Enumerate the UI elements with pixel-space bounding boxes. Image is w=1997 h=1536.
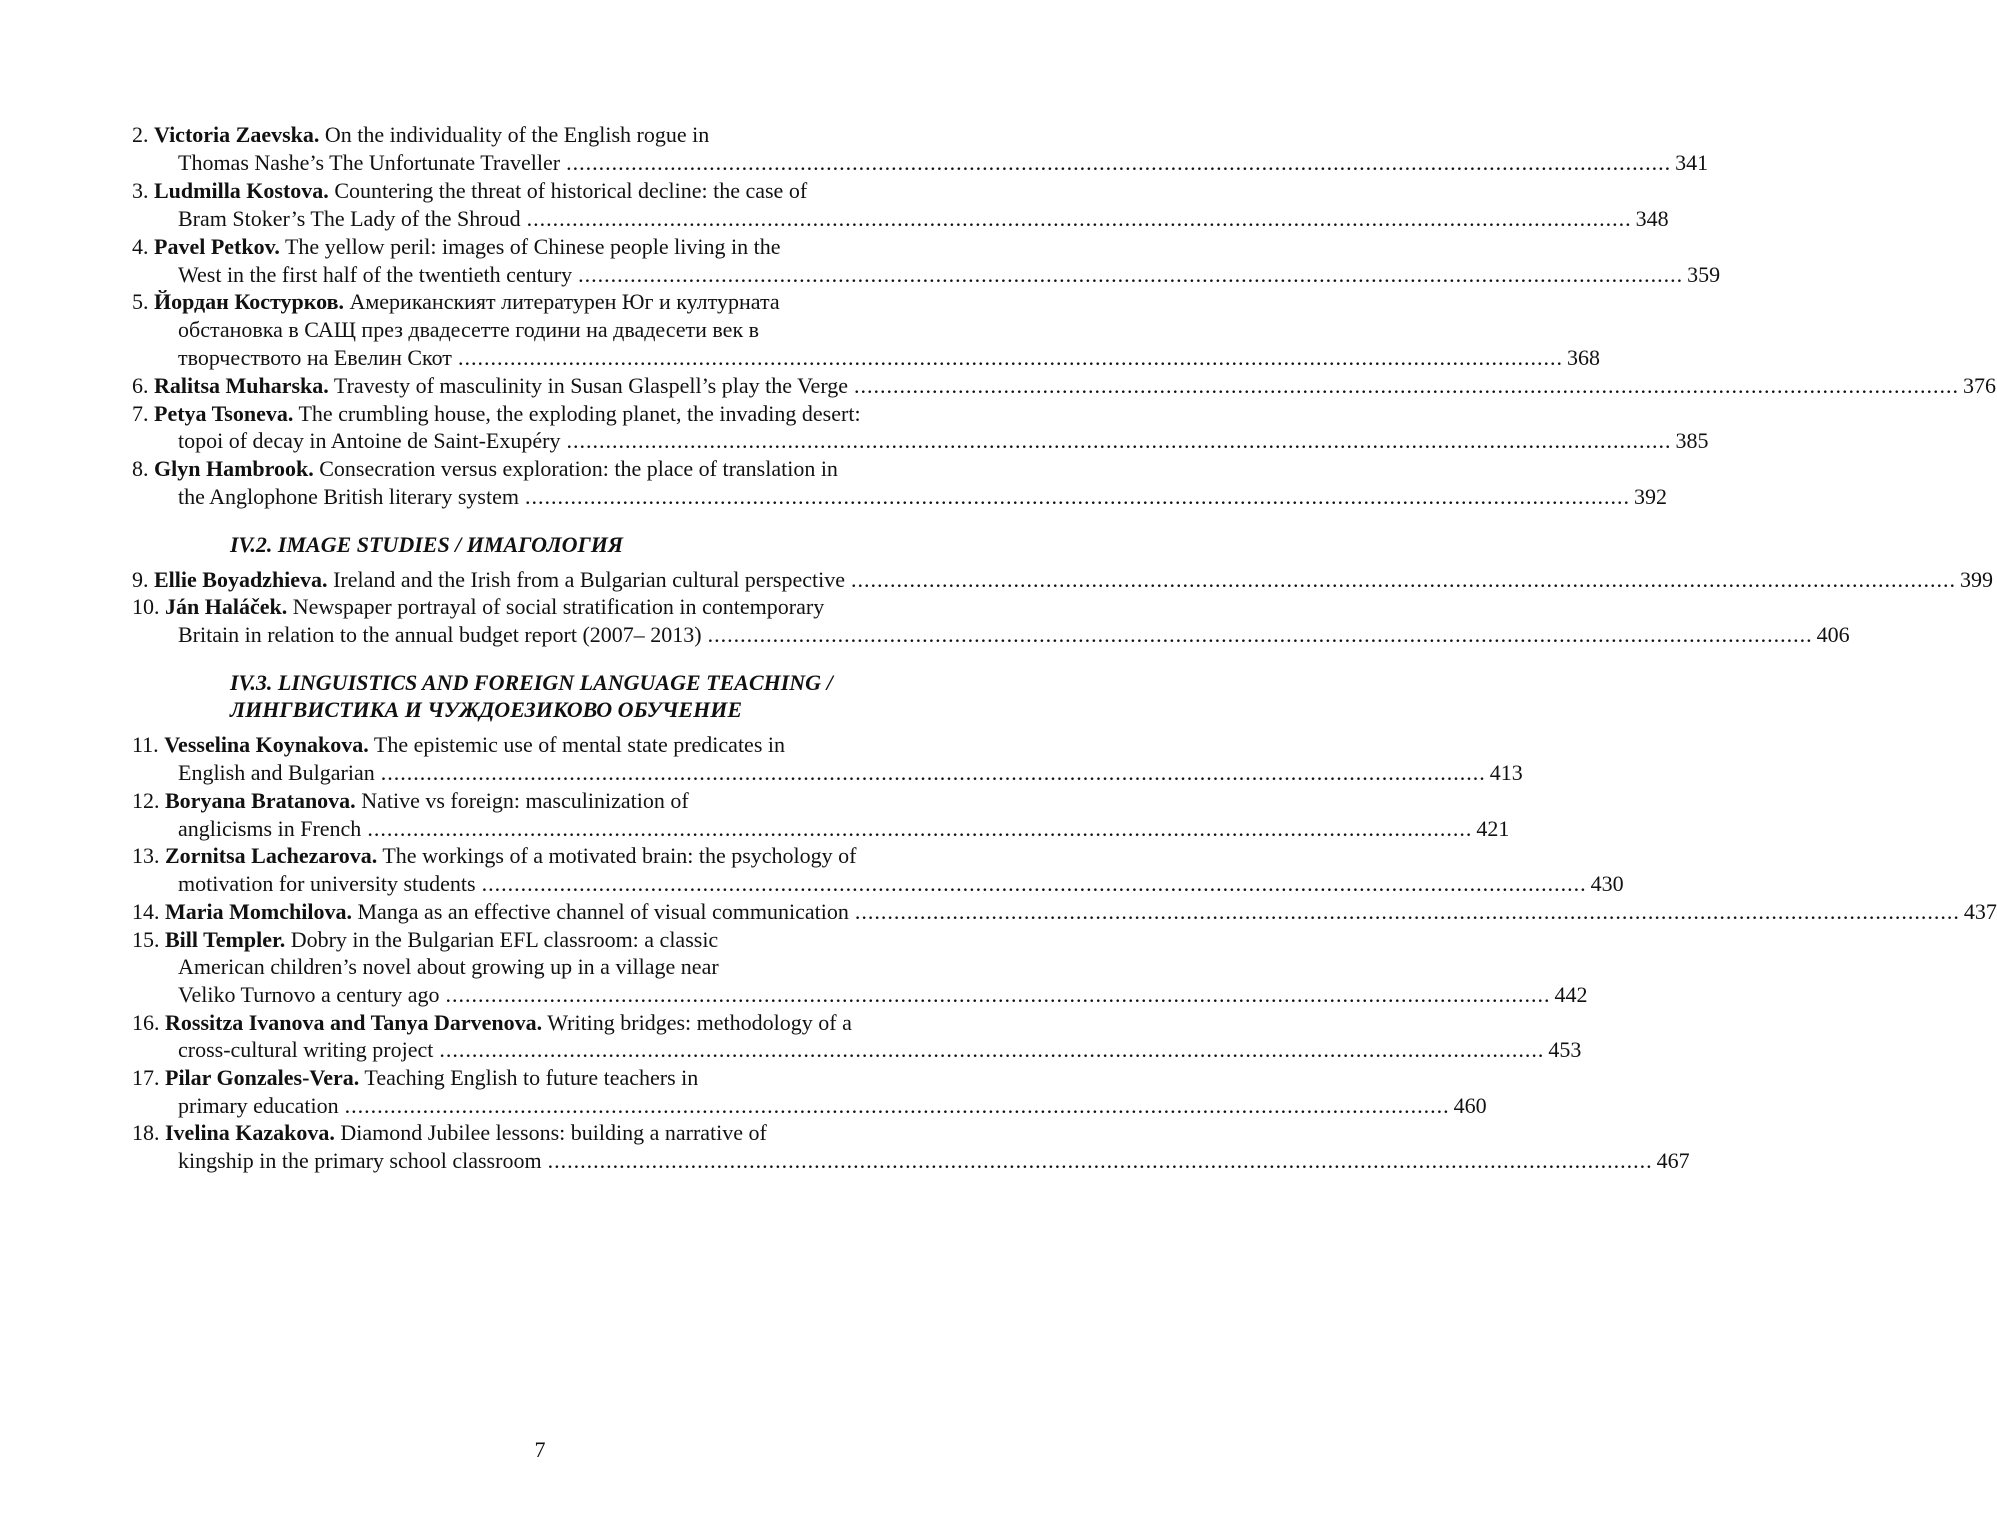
dot-leader: ..........................................................................................................................................................................	[439, 1037, 1545, 1062]
page-ref: 341	[1675, 150, 1709, 175]
toc-entry-7: 7. Petya Tsoneva. The crumbling house, the exploding planet, the invading desert:	[132, 401, 861, 426]
entry-title: The epistemic use of mental state predicates in	[373, 732, 785, 757]
page-ref: 392	[1633, 484, 1667, 509]
entry-author: Pilar Gonzales-Vera.	[165, 1065, 360, 1090]
page-ref: 359	[1687, 262, 1721, 287]
entry-title: Manga as an effective channel of visual communication	[357, 899, 849, 924]
toc-entry-12-last: anglicisms in French .......................................................................................................................................................................... 421	[178, 816, 1510, 841]
entry-title: Diamond Jubilee lessons: building a narrative of	[340, 1120, 767, 1145]
entry-title: Countering the threat of historical decline: the case of	[334, 178, 808, 203]
entry-author: Йордан Костурков.	[154, 289, 344, 314]
entry-author: Maria Momchilova.	[165, 899, 352, 924]
section-heading-iv2: IV.2. IMAGE STUDIES / ИМАГОЛОГИЯ	[230, 532, 624, 557]
entry-author: Vesselina Koynakova.	[164, 732, 369, 757]
toc-entry-18: 18. Ivelina Kazakova. Diamond Jubilee lessons: building a narrative of	[132, 1120, 767, 1145]
toc-entry-10-last: Britain in relation to the annual budget report (2007– 2013) .......................................................................................................................................................................... 406	[178, 622, 1850, 647]
toc-entry-12: 12. Boryana Bratanova. Native vs foreign: masculinization of	[132, 788, 689, 813]
entry-author: Bill Templer.	[165, 927, 286, 952]
dot-leader: ..........................................................................................................................................................................	[566, 150, 1672, 175]
dot-leader: ..........................................................................................................................................................................	[524, 484, 1630, 509]
page-number: 7	[534, 1437, 546, 1462]
dot-leader: ..........................................................................................................................................................................	[380, 760, 1486, 785]
entry-title: The crumbling house, the exploding planet, the invading desert:	[298, 401, 861, 426]
dot-leader: ..........................................................................................................................................................................	[578, 262, 1684, 287]
toc-entry-13-last: motivation for university students .......................................................................................................................................................................... 430	[178, 871, 1624, 896]
entry-author: Ivelina Kazakova.	[165, 1120, 335, 1145]
entry-title: Ireland and the Irish from a Bulgarian cultural perspective	[333, 567, 845, 592]
section-heading-iv3-cont: ЛИНГВИСТИКА И ЧУЖДОЕЗИКОВО ОБУЧЕНИЕ	[230, 697, 742, 722]
entry-title: Travesty of masculinity in Susan Glaspell’s play the Verge	[333, 373, 849, 398]
entry-author: Ellie Boyadzhieva.	[154, 567, 328, 592]
entry-author: Rossitza Ivanova and Tanya Darvenova.	[165, 1010, 543, 1035]
dot-leader: ..........................................................................................................................................................................	[481, 871, 1587, 896]
entry-author: Victoria Zaevska.	[154, 122, 320, 147]
toc-entry-5-cont: обстановка в САЩ през двадесетте години на двадесети век в	[178, 317, 760, 342]
dot-leader: ..........................................................................................................................................................................	[547, 1148, 1653, 1173]
toc-entry-5: 5. Йордан Костурков. Американският литературен Юг и културната	[132, 289, 780, 314]
dot-leader: ..........................................................................................................................................................................	[445, 982, 1551, 1007]
page-ref: 399	[1959, 567, 1993, 592]
page-ref: 467	[1656, 1148, 1690, 1173]
toc-entry-3: 3. Ludmilla Kostova. Countering the threat of historical decline: the case of	[132, 178, 808, 203]
toc-entry-8: 8. Glyn Hambrook. Consecration versus exploration: the place of translation in	[132, 456, 838, 481]
toc-entry-11-last: English and Bulgarian .......................................................................................................................................................................... 413	[178, 760, 1523, 785]
dot-leader: ..........................................................................................................................................................................	[457, 345, 1563, 370]
toc-entry-3-last: Bram Stoker’s The Lady of the Shroud .......................................................................................................................................................................... 348	[178, 206, 1669, 231]
toc-entry-17-last: primary education .......................................................................................................................................................................... 460	[178, 1093, 1487, 1118]
dot-leader: ..........................................................................................................................................................................	[707, 622, 1813, 647]
page-ref: 368	[1566, 345, 1600, 370]
dot-leader: ..........................................................................................................................................................................	[850, 567, 1956, 592]
dot-leader: ..........................................................................................................................................................................	[566, 428, 1672, 453]
entry-author: Petya Tsoneva.	[154, 401, 294, 426]
entry-author: Boryana Bratanova.	[165, 788, 356, 813]
toc-entry-5-last: творчеството на Евелин Скот .......................................................................................................................................................................... 368	[178, 345, 1600, 370]
entry-title: On the individuality of the English rogue in	[324, 122, 710, 147]
page-ref: 442	[1554, 982, 1588, 1007]
toc-entry-8-last: the Anglophone British literary system .......................................................................................................................................................................... 392	[178, 484, 1667, 509]
page-ref: 460	[1453, 1093, 1487, 1118]
dot-leader: ..........................................................................................................................................................................	[526, 206, 1632, 231]
toc-entry-15: 15. Bill Templer. Dobry in the Bulgarian EFL classroom: a classic	[132, 927, 719, 952]
dot-leader: ..........................................................................................................................................................................	[344, 1093, 1450, 1118]
entry-title: Teaching English to future teachers in	[364, 1065, 699, 1090]
dot-leader: ..........................................................................................................................................................................	[367, 816, 1473, 841]
entry-author: Pavel Petkov.	[154, 234, 280, 259]
toc-entry-9: 9. Ellie Boyadzhieva. Ireland and the Irish from a Bulgarian cultural perspective .......................................................................................................................................................................... 399	[132, 567, 1993, 592]
entry-author: Zornitsa Lachezarova.	[165, 843, 378, 868]
page-ref: 413	[1489, 760, 1523, 785]
toc-entry-14: 14. Maria Momchilova. Manga as an effective channel of visual communication .......................................................................................................................................................................... 437	[132, 899, 1997, 924]
entry-title: Dobry in the Bulgarian EFL classroom: a classic	[290, 927, 719, 952]
toc-entry-18-last: kingship in the primary school classroom .......................................................................................................................................................................... 467	[178, 1148, 1690, 1173]
page-ref: 437	[1963, 899, 1997, 924]
toc-entry-4: 4. Pavel Petkov. The yellow peril: images of Chinese people living in the	[132, 234, 781, 259]
toc-entry-16: 16. Rossitza Ivanova and Tanya Darvenova. Writing bridges: methodology of a	[132, 1010, 852, 1035]
entry-title: The yellow peril: images of Chinese people living in the	[284, 234, 781, 259]
page-ref: 453	[1548, 1037, 1582, 1062]
entry-title: Writing bridges: methodology of a	[547, 1010, 852, 1035]
page-ref: 348	[1635, 206, 1669, 231]
toc-entry-2-last: Thomas Nashe’s The Unfortunate Traveller .......................................................................................................................................................................... 341	[178, 150, 1709, 175]
toc-entry-15-last: Veliko Turnovo a century ago .......................................................................................................................................................................... 442	[178, 982, 1588, 1007]
page-ref: 430	[1590, 871, 1624, 896]
toc-entry-7-last: topoi of decay in Antoine de Saint-Exupéry .......................................................................................................................................................................... 385	[178, 428, 1709, 453]
page-ref: 406	[1816, 622, 1850, 647]
entry-title: Newspaper portrayal of social stratification in contemporary	[292, 594, 825, 619]
page-ref: 421	[1476, 816, 1510, 841]
dot-leader: ..........................................................................................................................................................................	[854, 373, 1960, 398]
entry-author: Ján Haláček.	[165, 594, 288, 619]
toc-entry-10: 10. Ján Haláček. Newspaper portrayal of social stratification in contemporary	[132, 594, 825, 619]
entry-title: The workings of a motivated brain: the psychology of	[382, 843, 857, 868]
page-ref: 376	[1963, 373, 1997, 398]
page-ref: 385	[1675, 428, 1709, 453]
toc-entry-2: 2. Victoria Zaevska. On the individuality of the English rogue in	[132, 122, 710, 147]
entry-title: Consecration versus exploration: the place of translation in	[319, 456, 838, 481]
toc-entry-16-last: cross-cultural writing project .......................................................................................................................................................................... 453	[178, 1037, 1582, 1062]
toc-entry-6: 6. Ralitsa Muharska. Travesty of masculinity in Susan Glaspell’s play the Verge .......................................................................................................................................................................... 376	[132, 373, 1997, 398]
entry-author: Ludmilla Kostova.	[154, 178, 329, 203]
toc-entry-15-cont: American children’s novel about growing up in a village near	[178, 954, 719, 979]
section-heading-iv3: IV.3. LINGUISTICS AND FOREIGN LANGUAGE TEACHING /	[230, 670, 833, 695]
entry-author: Ralitsa Muharska.	[154, 373, 329, 398]
dot-leader: ..........................................................................................................................................................................	[854, 899, 1960, 924]
toc-entry-13: 13. Zornitsa Lachezarova. The workings of a motivated brain: the psychology of	[132, 843, 857, 868]
entry-title: Американският литературен Юг и културната	[349, 289, 780, 314]
entry-title: Native vs foreign: masculinization of	[361, 788, 689, 813]
toc-entry-4-last: West in the first half of the twentieth century .......................................................................................................................................................................... 359	[178, 262, 1721, 287]
toc-entry-17: 17. Pilar Gonzales-Vera. Teaching English to future teachers in	[132, 1065, 699, 1090]
toc-entry-11: 11. Vesselina Koynakova. The epistemic use of mental state predicates in	[132, 732, 785, 757]
entry-author: Glyn Hambrook.	[154, 456, 314, 481]
